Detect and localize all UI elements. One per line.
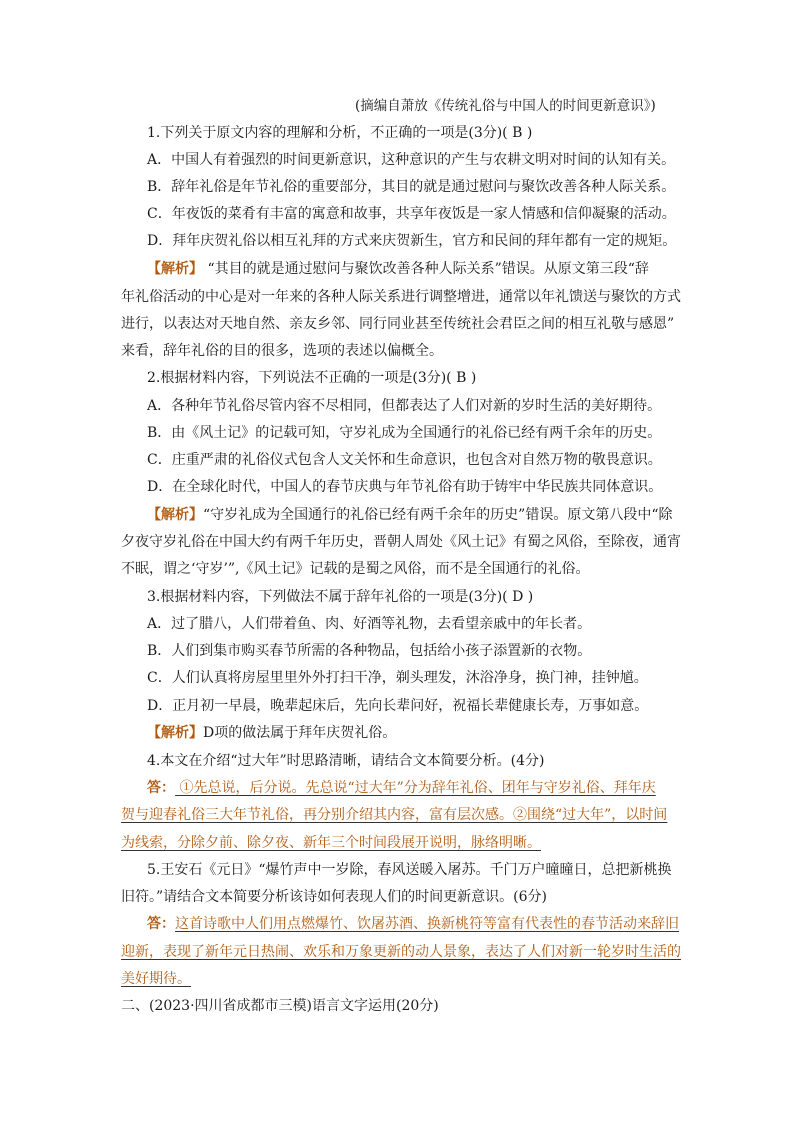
question-1-option-c: C．年夜饭的菜肴有丰富的寓意和故事，共享年夜饭是一家人情感和信仰凝聚的活动。 <box>147 206 676 222</box>
question-1-analysis-line: 【解析】 “其目的就是通过慰问与聚饮改善各种人际关系”错误。从原文第三段“辞 <box>147 261 649 277</box>
question-2-option-d: D．在全球化时代，中国人的春节庆典与年节礼俗有助于铸牢中华民族共同体意识。 <box>147 479 663 495</box>
question-5-answer-line: 迎新，表现了新年元日热闹、欢乐和万象更新的动人景象，表达了人们对新一轮岁时生活的 <box>121 944 681 960</box>
analysis-tag: 【解析】 <box>147 725 203 741</box>
question-3-option-d: D．正月初一早晨，晚辈起床后，先向长辈问好，祝福长辈健康长寿，万事如意。 <box>147 698 649 714</box>
question-2-analysis-line: 不眠，谓之‘守岁’”,《风土记》记载的是蜀之风俗，而不是全国通行的礼俗。 <box>121 561 590 577</box>
answer-label: 答： <box>147 780 175 796</box>
question-1-option-b: B．辞年礼俗是年节礼俗的重要部分，其目的就是通过慰问与聚饮改善各种人际关系。 <box>147 179 676 195</box>
question-1-analysis-line: 进行，以表达对天地自然、亲友乡邻、同行同业甚至传统社会君臣之间的相互礼敬与感恩” <box>121 316 675 332</box>
answer-label: 答： <box>147 916 175 932</box>
question-3-option-b: B．人们到集市购买春节所需的各种物品，包括给小孩子添置新的衣物。 <box>147 643 592 659</box>
question-2-option-c: C．庄重严肃的礼俗仪式包含人文关怀和生命意识，也包含对自然万物的敬畏意识。 <box>147 452 662 468</box>
question-2-option-a: A．各种年节礼俗尽管内容不尽相同，但都表达了人们对新的岁时生活的美好期待。 <box>147 398 662 414</box>
question-5-answer-line: 答：这首诗歌中人们用点燃爆竹、饮屠苏酒、换新桃符等富有代表性的春节活动来辞旧 <box>147 916 679 932</box>
question-1-analysis-line: 年礼俗活动的中心是对一年来的各种人际关系进行调整增进，通常以年礼馈送与聚饮的方式 <box>121 289 681 305</box>
question-2-analysis-line: 夕夜守岁礼俗在中国大约有两千年历史，晋朝人周处《风土记》有蜀之风俗，至除夜，通宵 <box>121 534 681 550</box>
question-2-option-b: B．由《风土记》的记载可知，守岁礼成为全国通行的礼俗已经有两千余年的历史。 <box>147 425 662 441</box>
question-2-analysis-line: 【解析】“守岁礼成为全国通行的礼俗已经有两千余年的历史”错误。原文第八段中“除 <box>147 507 673 523</box>
question-2-stem: 2.根据材料内容，下列说法不正确的一项是(3分)( B ) <box>147 370 477 386</box>
question-5-stem: 旧符。”请结合文本简要分析该诗如何表现人们的时间更新意识。(6分) <box>121 889 547 905</box>
question-5-answer-line: 美好期待。 <box>121 971 191 987</box>
section-2-heading: 二、(2023·四川省成都市三模)语言文字运用(20分) <box>121 998 439 1014</box>
question-4-answer-line: 答： ①先总说，后分说。先总说“过大年”分为辞年礼俗、团年与守岁礼俗、拜年庆 <box>147 780 656 796</box>
source-citation: (摘编自萧放《传统礼俗与中国人的时间更新意识》) <box>355 98 656 114</box>
question-1-option-d: D．拜年庆贺礼俗以相互礼拜的方式来庆贺新生，官方和民间的拜年都有一定的规矩。 <box>147 233 677 249</box>
question-3-option-c: C．人们认真将房屋里里外外打扫干净，剃头理发，沐浴净身，换门神，挂钟馗。 <box>147 670 648 686</box>
question-5-stem: 5.王安石《元日》“爆竹声中一岁除，春风送暖入屠苏。千门万户曈曈日，总把新桃换 <box>147 862 672 878</box>
question-4-answer-line: 贺与迎春礼俗三大年节礼俗，再分别介绍其内容，富有层次感。②围绕“过大年”，以时间 <box>121 807 668 823</box>
analysis-tag: 【解析】 <box>147 261 203 277</box>
question-3-option-a: A．过了腊八，人们带着鱼、肉、好酒等礼物，去看望亲戚中的年长者。 <box>147 616 592 632</box>
question-3-analysis-line: 【解析】D项的做法属于拜年庆贺礼俗。 <box>147 725 397 741</box>
question-1-stem: 1.下列关于原文内容的理解和分析，不正确的一项是(3分)( B ) <box>147 125 533 141</box>
question-4-answer-line: 为线索，分除夕前、除夕夜、新年三个时间段展开说明，脉络明晰。 <box>121 835 541 851</box>
question-4-stem: 4.本文在介绍“过大年”时思路清晰，请结合文本简要分析。(4分) <box>147 753 545 769</box>
question-3-stem: 3.根据材料内容，下列做法不属于辞年礼俗的一项是(3分)( D ) <box>147 589 534 605</box>
question-1-option-a: A．中国人有着强烈的时间更新意识，这种意识的产生与农耕文明对时间的认知有关。 <box>147 152 676 168</box>
analysis-tag: 【解析】 <box>147 507 203 523</box>
question-1-analysis-line: 来看，辞年礼俗的目的很多，选项的表述以偏概全。 <box>121 343 443 359</box>
